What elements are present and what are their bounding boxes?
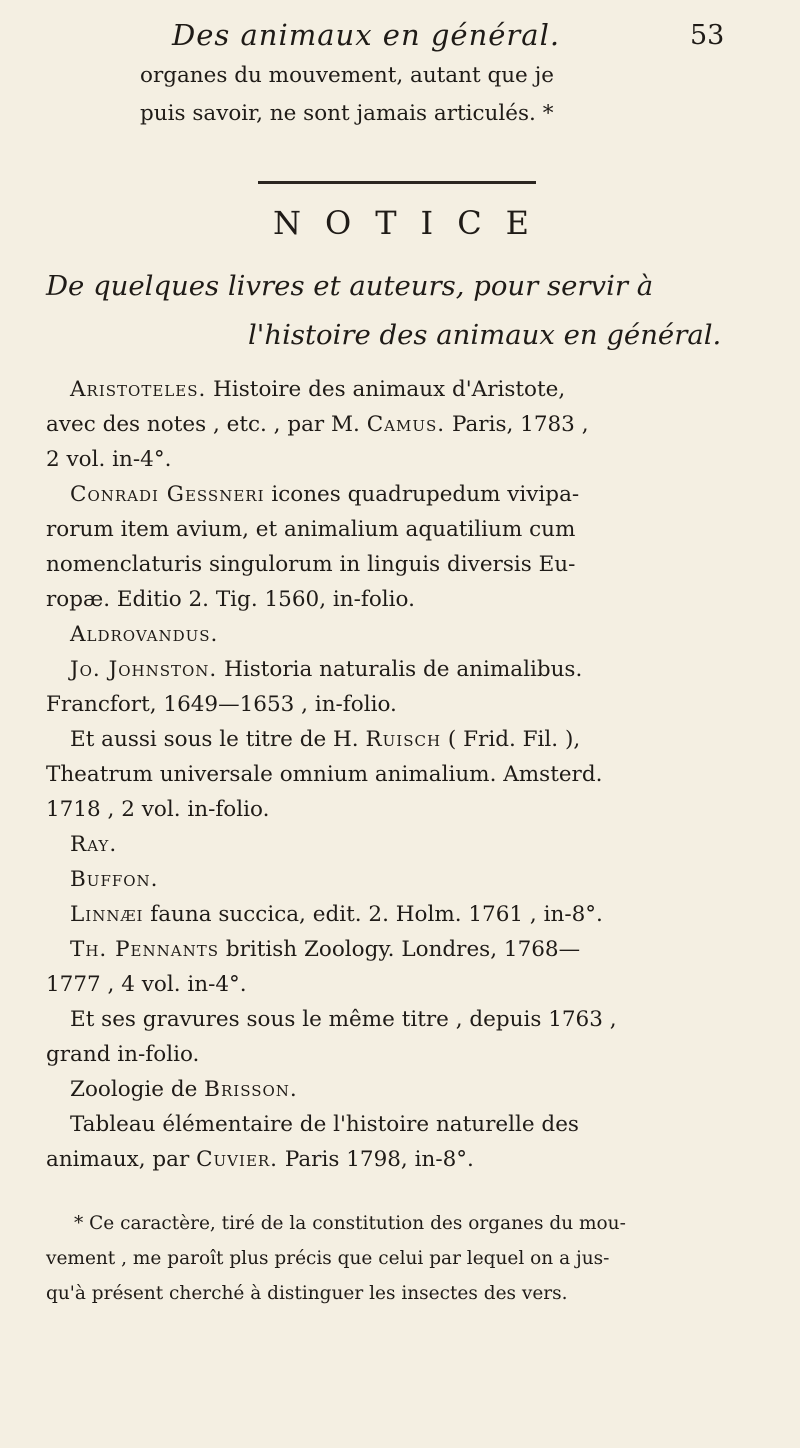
author-name: Th. Pennants (70, 937, 219, 962)
entry-text: animaux, par (46, 1147, 197, 1172)
entry-text: Paris, 1783 , (445, 412, 589, 437)
entry-text: Et aussi sous le titre de H. (70, 727, 366, 752)
running-title: Des animaux en général. (172, 18, 561, 52)
entry-text: british Zoology. Londres, 1768— (219, 937, 581, 962)
author-name: Ray. (70, 832, 118, 857)
author-name: Brisson. (204, 1077, 298, 1102)
section-divider (258, 181, 536, 184)
footnote-line-1: * Ce caractère, tiré de la constitution des organes du mou- (74, 1213, 626, 1234)
subtitle-line-1: De quelques livres et auteurs, pour servir à (46, 270, 654, 302)
subtitle-line-2: l'histoire des animaux en général. (248, 319, 722, 351)
entry-line (46, 409, 800, 440)
entry-pennant (70, 934, 800, 965)
entry-ray (70, 829, 800, 860)
entry-text: avec des notes , etc. , par M. (46, 412, 367, 437)
entry-linnaei (70, 899, 800, 930)
entry-text: icones quadrupedum vivipa- (264, 482, 580, 507)
entry-text: Historia naturalis de animalibus. (217, 657, 583, 682)
entry-line (70, 724, 800, 755)
footnote-line-2: vement , me paroît plus précis que celui par lequel on a jus- (46, 1248, 610, 1269)
entry-brisson (70, 1074, 800, 1105)
entry-line: ropæ. Editio 2. Tig. 1560, in-folio. (46, 587, 415, 612)
entry-cuvier: Tableau élémentaire de l'histoire naturelle des (70, 1112, 579, 1137)
author-name: Camus. (366, 412, 446, 437)
author-name: Buffon. (70, 867, 159, 892)
entry-line: Et ses gravures sous le même titre , depuis 1763 , (70, 1007, 617, 1032)
entry-line: 1777 , 4 vol. in-4°. (46, 972, 247, 997)
entry-aldrovandus (70, 619, 800, 650)
entry-line (46, 1144, 800, 1175)
author-name: Aristoteles. (70, 377, 207, 402)
entry-line: grand in-folio. (46, 1042, 200, 1067)
entry-johnston (70, 654, 800, 685)
entry-line: nomenclaturis singulorum in linguis diversis Eu- (46, 552, 576, 577)
author-name: Aldrovandus. (70, 622, 219, 647)
entry-line: Theatrum universale omnium animalium. Amsterd. (46, 762, 603, 787)
entry-line: Francfort, 1649—1653 , in-folio. (46, 692, 397, 717)
notice-heading: NOTICE (272, 204, 554, 242)
running-header (0, 18, 800, 58)
author-name: Cuvier. (196, 1147, 279, 1172)
author-name: Ruisch (365, 727, 442, 752)
entry-line: 2 vol. in-4°. (46, 447, 172, 472)
entry-text: fauna succica, edit. 2. Holm. 1761 , in-8°. (143, 902, 603, 927)
entry-gessner (70, 479, 800, 510)
author-name: Linnæi (70, 902, 144, 927)
entry-text: ( Frid. Fil. ), (441, 727, 581, 752)
author-name: Conradi Gessneri (70, 482, 265, 507)
entry-text: Zoologie de (70, 1077, 205, 1102)
intro-line-1: organes du mouvement, autant que je (140, 63, 555, 88)
page-number: 53 (690, 20, 725, 51)
entry-aristoteles (70, 374, 800, 405)
entry-line: 1718 , 2 vol. in-folio. (46, 797, 270, 822)
intro-line-2: puis savoir, ne sont jamais articulés. * (140, 101, 554, 126)
author-name: Jo. Johnston. (70, 657, 218, 682)
footnote-line-3: qu'à présent cherché à distinguer les insectes des vers. (46, 1283, 568, 1304)
entry-line: rorum item avium, et animalium aquatilium cum (46, 517, 576, 542)
entry-text: Paris 1798, in-8°. (278, 1147, 474, 1172)
entry-text: Histoire des animaux d'Aristote, (206, 377, 566, 402)
entry-buffon (70, 864, 800, 895)
